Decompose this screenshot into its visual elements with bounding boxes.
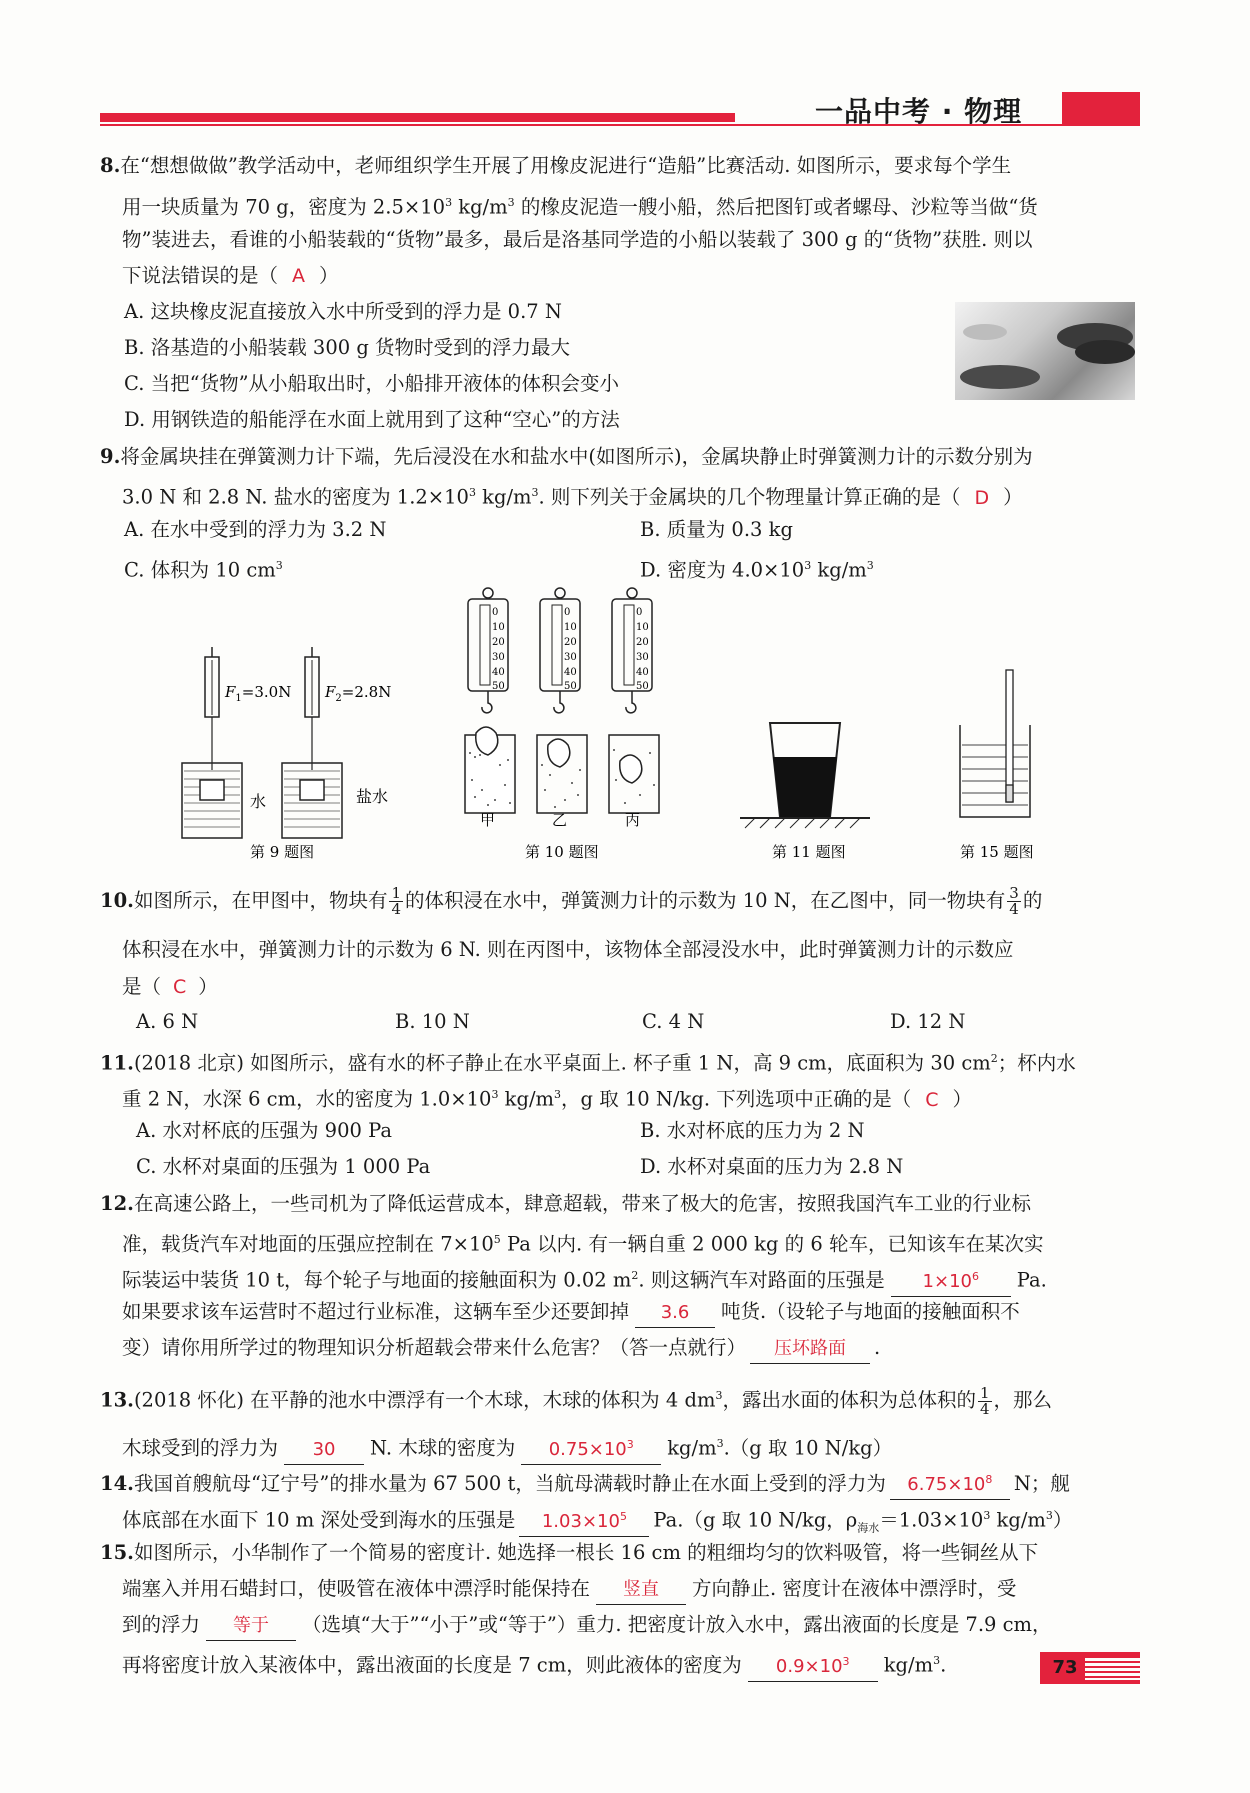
svg-text:0: 0 (492, 607, 499, 618)
q10-option-b: B. 10 N (395, 1010, 470, 1033)
q10-answer: C (173, 976, 187, 998)
q11-answer: C (925, 1088, 939, 1111)
q11-line2: 重 2 N，水深 6 cm，水的密度为 $1.0\times 10^3$ $kg/m^3$，g 取 10 N/kg. 下列选项中正确的是（ C ） (122, 1087, 973, 1111)
svg-text:50: 50 (492, 681, 505, 692)
q12-answer-3: 压坏路面 (750, 1335, 870, 1364)
q11-line1: 11.(2018 北京) 如图所示，盛有水的杯子静止在水平桌面上. 杯子重 1 N，高 9 cm，底面积为 30 $cm^2$；杯内水 (100, 1051, 1076, 1075)
fig10-label-jia: 甲 (480, 811, 496, 829)
q15-answer-2: 等于 (206, 1612, 296, 1641)
q13-line1: 13.(2018 怀化) 在平静的池水中漂浮有一个木球，木球的体积为 4 $dm^3$，露出水面的体积为总体积的 $\frac{1}{4}$ ，那么 (100, 1383, 1053, 1418)
header-red-rule (100, 124, 735, 126)
q8-line2: 用一块质量为 70 g，密度为 $2.5\times 10^3$ $kg/m^3$ 的橡皮泥造一艘小船，然后把图钉或者螺母、沙粒等当做“货 (122, 195, 1038, 219)
figures-row (170, 585, 1130, 861)
q8-line3: 物”装进去，看谁的小船装载的“货物”最多，最后是洛基同学造的小船以装载了 300 g 的“货物”获胜. 则以 (122, 228, 1033, 251)
fig9-water-label: 水 (250, 792, 267, 811)
q12-line2: 准，载货汽车对地面的压强应控制在 $7\times 10^5$ Pa 以内. 有一辆自重 2 000 kg 的 6 轮车，已知该车在某次实 (122, 1232, 1044, 1256)
fig9-f1-label: $F_1=3.0N$ (225, 683, 292, 704)
fig10-scale-bing (612, 588, 652, 713)
q13-line2: 木球受到的浮力为 30 N. 木球的密度为 $0.75\times 10^3$ $kg/m^3.(g$ 取 10 N/kg） (122, 1430, 892, 1465)
q11-option-d: D. 水杯对桌面的压力为 2.8 N (640, 1155, 904, 1178)
q12-line3: 际装运中装货 10 t，每个轮子与地面的接触面积为 0.02 $m^2$. 则这辆汽车对路面的压强是 $1\times 10^6$ Pa. (122, 1262, 1047, 1297)
svg-text:10: 10 (564, 622, 577, 633)
svg-text:40: 40 (564, 667, 577, 678)
svg-text:0: 0 (564, 607, 571, 618)
q10-line3: 是（ C ） (122, 975, 218, 998)
q10-option-d: D. 12 N (890, 1010, 966, 1033)
q13-answer-2: $0.75\times 10^3$ (521, 1431, 661, 1465)
q12-line4: 如果要求该车运营时不超过行业标准，这辆车至少还要卸掉 3.6 吨货.（设轮子与地面的接触面积不 (122, 1298, 1020, 1328)
fig9-diagram (182, 647, 391, 861)
q14-answer-2: $1.03\times 10^5$ (519, 1503, 649, 1537)
svg-text:40: 40 (492, 667, 505, 678)
header-red-block (1062, 92, 1140, 124)
q8-option-c: C. 当把“货物”从小船取出时，小船排开液体的体积会变小 (124, 372, 620, 395)
fig9-spring-scale-2 (305, 647, 319, 770)
clay-boat-image (955, 302, 1135, 400)
q15-line3: 到的浮力 等于 （选填“大于”“小于”或“等于”）重力. 把密度计放入水中，露出液面的长度是 7.9 cm， (122, 1611, 1052, 1641)
header-title: 一品中考 · 物理 (815, 95, 1023, 128)
svg-text:50: 50 (564, 681, 577, 692)
svg-text:20: 20 (636, 637, 649, 648)
q9-option-b: B. 质量为 0.3 kg (640, 518, 793, 541)
page-number: 73 (1052, 1657, 1078, 1678)
q14-line1: 14.我国首艘航母“辽宁号”的排水量为 67 500 t，当航母满载时静止在水面上受到的浮力为 $6.75\times 10^8$ N；舰 (100, 1466, 1070, 1500)
svg-text:40: 40 (636, 667, 649, 678)
q10-line1: 10.如图所示，在甲图中，物块有 $\frac{1}{4}$ 的体积浸在水中，弹簧测力计的示数为 10 N，在乙图中，同一物块有 $\frac{3}{4}$ 的 (100, 884, 1043, 918)
q10-fraction-2: $\frac{3}{4}$ (1009, 884, 1019, 918)
q9-answer: D (974, 486, 990, 509)
q13-fraction: $\frac{1}{4}$ (979, 1383, 990, 1418)
fig10-label-yi: 乙 (552, 811, 568, 829)
q8-option-b: B. 洛基造的小船装载 300 g 货物时受到的浮力最大 (124, 336, 571, 359)
q8-line1: 8.在“想想做做”教学活动中，老师组织学生开展了用橡皮泥进行“造船”比赛活动. 如图所示，要求每个学生 (100, 154, 1012, 177)
q9-option-d: D. 密度为 $4.0\times 10^3$ $kg/m^3$ (640, 558, 874, 582)
fig10-diagram (465, 588, 659, 861)
svg-text:50: 50 (636, 681, 649, 692)
fig10-label-bing: 丙 (625, 811, 641, 829)
q15-line1: 15.如图所示，小华制作了一个简易的密度计. 她选择一根长 16 cm 的粗细均匀的饮料吸管，将一些铜丝从下 (100, 1541, 1039, 1564)
q12-answer-2: 3.6 (635, 1299, 715, 1328)
fig10-scale-yi (540, 588, 580, 713)
fig11-caption: 第 11 题图 (772, 843, 846, 861)
fig10-caption: 第 10 题图 (525, 843, 599, 861)
q12-line5: 变）请你用所学过的物理知识分析超载会带来什么危害？（答一点就行） 压坏路面 . (122, 1334, 880, 1364)
footer-stripes (1085, 1656, 1140, 1680)
fig9-salt-label: 盐水 (356, 787, 389, 806)
q12-answer-1: $1\times 10^6$ (891, 1263, 1011, 1297)
q9-line1: 9.将金属块挂在弹簧测力计下端，先后浸没在水和盐水中(如图所示)，金属块静止时弹簧测力计的示数分别为 (100, 445, 1033, 468)
q11-option-c: C. 水杯对桌面的压强为 1 000 Pa (136, 1155, 431, 1178)
q15-line2: 端塞入并用石蜡封口，使吸管在液体中漂浮时能保持在 竖直 方向静止. 密度计在液体中漂浮时，受 (122, 1575, 1016, 1605)
svg-text:10: 10 (636, 622, 649, 633)
q15-answer-1: 竖直 (596, 1576, 686, 1605)
fig9-spring-scale-1 (205, 647, 219, 770)
q14-answer-1: $6.75\times 10^8$ (890, 1466, 1010, 1500)
svg-text:30: 30 (636, 652, 649, 663)
q10-option-a: A. 6 N (136, 1010, 199, 1033)
fig9-caption: 第 9 题图 (250, 843, 315, 861)
fig15-caption: 第 15 题图 (960, 843, 1034, 861)
fig15-diagram (960, 670, 1034, 861)
q9-line2: 3.0 N 和 2.8 N. 盐水的密度为 $1.2\times 10^3$ $kg/m^3$. 则下列关于金属块的几个物理量计算正确的是（ D ） (122, 485, 1023, 509)
svg-text:20: 20 (492, 637, 505, 648)
q9-option-c: C. 体积为 10 $cm^3$ (124, 558, 283, 582)
fig10-scale-jia (468, 588, 508, 713)
svg-text:30: 30 (492, 652, 505, 663)
q15-line4: 再将密度计放入某液体中，露出液面的长度是 7 cm，则此液体的密度为 $0.9\times 10^3$ $kg/m^3$. (122, 1647, 946, 1682)
q15-answer-3: $0.9\times 10^3$ (748, 1648, 878, 1682)
q8-line4: 下说法错误的是（ A ） (122, 264, 339, 287)
q11-option-a: A. 水对杯底的压强为 900 Pa (136, 1119, 392, 1142)
header-red-bar (100, 113, 735, 122)
q11-option-b: B. 水对杯底的压力为 2 N (640, 1119, 865, 1142)
svg-text:20: 20 (564, 637, 577, 648)
q8-answer: A (292, 265, 306, 287)
q10-line2: 体积浸在水中，弹簧测力计的示数为 6 N. 则在丙图中，该物体全部浸没水中，此时弹簧测力计的示数应 (122, 938, 1014, 961)
q8-option-a: A. 这块橡皮泥直接放入水中所受到的浮力是 0.7 N (124, 300, 562, 323)
clay-boat-photo (955, 302, 1135, 400)
q10-fraction-1: $\frac{1}{4}$ (391, 884, 401, 918)
fig9-block-2 (300, 780, 324, 800)
q14-line2: 体底部在水面下 10 m 深处受到海水的压强是 $1.03\times 10^5$ Pa.（g 取 10 N/kg，$\rho_{海水}=1.03\times 10^3$ $kg/m^3$） (122, 1502, 1072, 1542)
fig11-diagram (740, 723, 870, 861)
svg-text:10: 10 (492, 622, 505, 633)
q10-option-c: C. 4 N (642, 1010, 705, 1033)
fig9-f2-label: $F_2=2.8N$ (325, 683, 392, 704)
q13-answer-1: 30 (284, 1436, 364, 1465)
q12-line1: 12.在高速公路上，一些司机为了降低运营成本，肆意超载，带来了极大的危害，按照我国汽车工业的行业标 (100, 1192, 1031, 1215)
q8-option-d: D. 用钢铁造的船能浮在水面上就用到了这种“空心”的方法 (124, 408, 620, 431)
svg-text:30: 30 (564, 652, 577, 663)
svg-text:0: 0 (636, 607, 643, 618)
q9-option-a: A. 在水中受到的浮力为 3.2 N (124, 518, 387, 541)
fig9-block-1 (200, 780, 224, 800)
